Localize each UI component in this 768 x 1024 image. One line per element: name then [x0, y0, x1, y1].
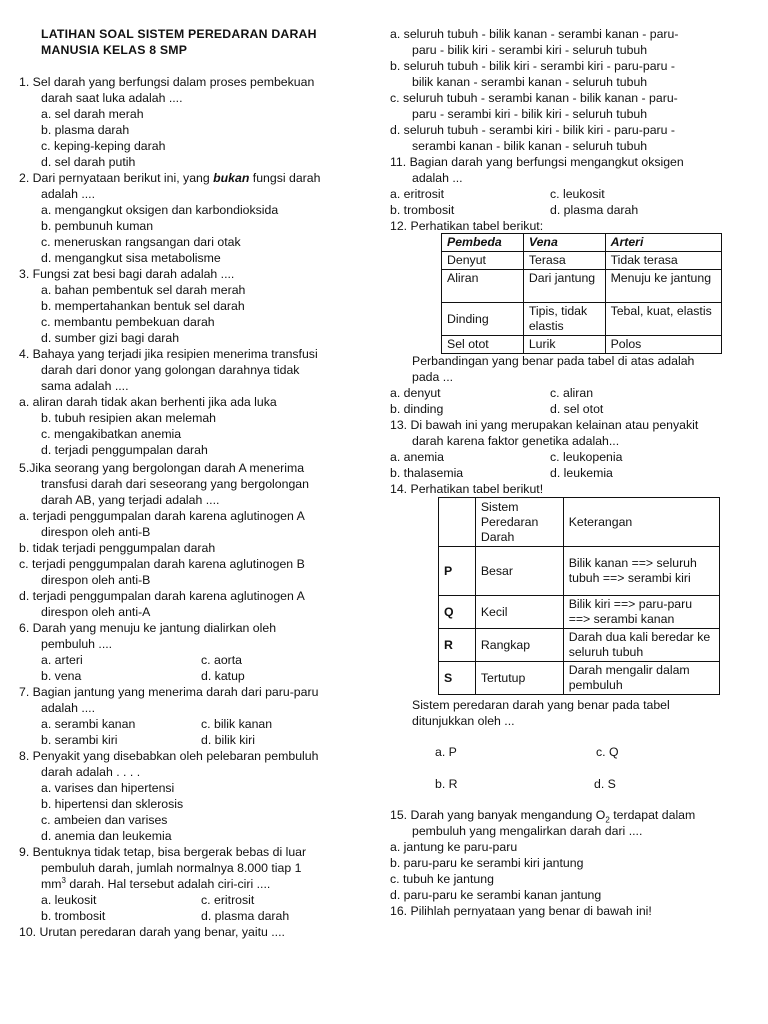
q1-option-c: c. keping-keping darah	[41, 139, 166, 153]
table-cell: Polos	[605, 336, 721, 354]
q13-option-d: d. leukemia	[550, 466, 613, 480]
table-cell: Lurik	[523, 336, 605, 354]
q10-option-d: d. seluruh tubuh - serambi kiri - bilik kiri - paru-paru -	[390, 123, 675, 137]
question-2-pre: 2. Dari pernyataan berikut ini, yang	[19, 171, 214, 185]
question-15-post: terdapat dalam	[609, 808, 696, 822]
question-3: 3. Fungsi zat besi bagi darah adalah ....	[19, 267, 235, 281]
q6-option-d: d. katup	[201, 669, 245, 683]
table-cell: Kecil	[475, 596, 563, 629]
question-7: 7. Bagian jantung yang menerima darah dari paru-paru	[19, 685, 319, 699]
circulation-table-header	[439, 498, 720, 547]
q9-option-c: c. eritrosit	[201, 893, 255, 907]
header-code	[439, 498, 476, 547]
question-7-cont: adalah ....	[41, 701, 96, 715]
question-8: 8. Penyakit yang disebabkan oleh pelebaran pembuluh	[19, 749, 319, 763]
q14-option-c: c. Q	[596, 745, 619, 759]
question-12-after-1: Perbandingan yang benar pada tabel di atas adalah	[412, 354, 695, 368]
table-row	[439, 596, 720, 629]
q9-option-d: d. plasma darah	[201, 909, 290, 923]
table-cell: Dinding	[442, 303, 524, 336]
q5-option-a-cont: direspon oleh anti-B	[41, 525, 151, 539]
q5-option-c-cont: direspon oleh anti-B	[41, 573, 151, 587]
question-4-cont-1: darah dari donor yang golongan darahnya tidak	[41, 363, 300, 377]
q10-option-c-cont: paru - serambi kiri - bilik kiri - seluruh tubuh	[412, 107, 648, 121]
row-code: P	[439, 547, 476, 596]
table-cell: Tipis, tidak elastis	[523, 303, 605, 336]
q2-option-c: c. meneruskan rangsangan dari otak	[41, 235, 241, 249]
q10-option-c: c. seluruh tubuh - serambi kanan - bilik kanan - paru-	[390, 91, 678, 105]
q2-option-b: b. pembunuh kuman	[41, 219, 154, 233]
q8-option-c: c. ambeien dan varises	[41, 813, 168, 827]
q14-option-b: b. R	[435, 777, 458, 791]
table-cell: Menuju ke jantung	[605, 270, 721, 303]
q10-option-a: a. seluruh tubuh - bilik kanan - serambi kanan - paru-	[390, 27, 679, 41]
q8-option-d: d. anemia dan leukemia	[41, 829, 172, 843]
question-15-cont: pembuluh yang mengalirkan darah dari ....	[412, 824, 643, 838]
header-arteri: Arteri	[605, 234, 721, 252]
question-2	[19, 170, 320, 186]
table-cell: Darah dua kali beredar ke seluruh tubuh	[563, 629, 719, 662]
q12-option-d: d. sel otot	[550, 402, 604, 416]
header-vena: Vena	[523, 234, 605, 252]
question-8-cont: darah adalah . . . .	[41, 765, 141, 779]
q3-option-d: d. sumber gizi bagi darah	[41, 331, 180, 345]
table-cell: Sel otot	[442, 336, 524, 354]
table-cell: Rangkap	[475, 629, 563, 662]
q7-option-c: c. bilik kanan	[201, 717, 273, 731]
q11-option-d: d. plasma darah	[550, 203, 639, 217]
q3-option-b: b. mempertahankan bentuk sel darah	[41, 299, 245, 313]
q13-option-c: c. leukopenia	[550, 450, 623, 464]
question-12: 12. Perhatikan tabel berikut:	[390, 219, 544, 233]
question-16: 16. Pilihlah pernyataan yang benar di bawah ini!	[390, 904, 652, 918]
q10-option-b: b. seluruh tubuh - bilik kiri - serambi kiri - paru-paru -	[390, 59, 675, 73]
q5-option-b: b. tidak terjadi penggumpalan darah	[19, 541, 216, 555]
table-cell: Denyut	[442, 252, 524, 270]
table-cell: Tebal, kuat, elastis	[605, 303, 721, 336]
row-code: R	[439, 629, 476, 662]
question-2-cont: adalah ....	[41, 187, 96, 201]
q13-option-a: a. anemia	[390, 450, 445, 464]
q15-option-c: c. tubuh ke jantung	[390, 872, 494, 886]
row-code: S	[439, 662, 476, 695]
table-cell: Aliran	[442, 270, 524, 303]
worksheet-title-line-2: MANUSIA KELAS 8 SMP	[41, 43, 188, 57]
q4-option-d: d. terjadi penggumpalan darah	[41, 443, 208, 457]
unit-mm: mm	[41, 877, 62, 891]
question-14: 14. Perhatikan tabel berikut!	[390, 482, 544, 496]
q10-option-d-cont: serambi kanan - bilik kanan - seluruh tubuh	[412, 139, 648, 153]
oxygen-subscript: 2	[605, 815, 610, 825]
worksheet-title-line-1: LATIHAN SOAL SISTEM PEREDARAN DARAH	[41, 27, 317, 41]
question-5-cont-1: transfusi darah dari seseorang yang bergolongan	[41, 477, 309, 491]
q14-option-a: a. P	[435, 745, 457, 759]
question-4: 4. Bahaya yang terjadi jika resipien menerima transfusi	[19, 347, 318, 361]
unit-cubed-superscript: 3	[61, 875, 66, 885]
table-row	[442, 303, 722, 336]
question-9: 9. Bentuknya tidak tetap, bisa bergerak bebas di luar	[19, 845, 307, 859]
header-pembeda: Pembeda	[442, 234, 524, 252]
q7-option-a: a. serambi kanan	[41, 717, 136, 731]
q6-option-c: c. aorta	[201, 653, 243, 667]
question-13-cont: darah karena faktor genetika adalah...	[412, 434, 620, 448]
question-6: 6. Darah yang menuju ke jantung dialirkan oleh	[19, 621, 277, 635]
q5-option-a: a. terjadi penggumpalan darah karena aglutinogen A	[19, 509, 305, 523]
question-11: 11. Bagian darah yang berfungsi mengangkut oksigen	[390, 155, 684, 169]
q3-option-c: c. membantu pembekuan darah	[41, 315, 215, 329]
question-9-cont-2	[41, 876, 270, 892]
table-cell: Darah mengalir dalam pembuluh	[563, 662, 719, 695]
question-1-cont: darah saat luka adalah ....	[41, 91, 183, 105]
question-15	[390, 807, 695, 823]
q4-option-b: b. tubuh resipien akan melemah	[41, 411, 216, 425]
q6-option-a: a. arteri	[41, 653, 83, 667]
q4-option-a: a. aliran darah tidak akan berhenti jika ada luka	[19, 395, 277, 409]
q1-option-a: a. sel darah merah	[41, 107, 144, 121]
q14-option-d: d. S	[594, 777, 616, 791]
question-1: 1. Sel darah yang berfungsi dalam proses pembekuan	[19, 75, 315, 89]
q15-option-b: b. paru-paru ke serambi kiri jantung	[390, 856, 584, 870]
header-description: Keterangan	[563, 498, 719, 547]
q15-option-a: a. jantung ke paru-paru	[390, 840, 518, 854]
q9-option-b: b. trombosit	[41, 909, 106, 923]
question-4-cont-2: sama adalah ....	[41, 379, 129, 393]
table-row	[439, 629, 720, 662]
q9-option-a: a. leukosit	[41, 893, 97, 907]
q4-option-c: c. mengakibatkan anemia	[41, 427, 182, 441]
question-5-cont-2: darah AB, yang terjadi adalah ....	[41, 493, 220, 507]
table-cell: Besar	[475, 547, 563, 596]
table-row	[442, 252, 722, 270]
q5-option-d: d. terjadi penggumpalan darah karena aglutinogen A	[19, 589, 305, 603]
question-10: 10. Urutan peredaran darah yang benar, yaitu ....	[19, 925, 285, 939]
q2-option-a: a. mengangkut oksigen dan karbondioksida	[41, 203, 279, 217]
q8-option-a: a. varises dan hipertensi	[41, 781, 175, 795]
q11-option-b: b. trombosit	[390, 203, 455, 217]
table-row	[442, 270, 722, 303]
row-code: Q	[439, 596, 476, 629]
q1-option-d: d. sel darah putih	[41, 155, 136, 169]
q13-option-b: b. thalasemia	[390, 466, 464, 480]
question-11-cont: adalah ...	[412, 171, 463, 185]
question-6-cont: pembuluh ....	[41, 637, 113, 651]
q11-option-a: a. eritrosit	[390, 187, 444, 201]
q10-option-a-cont: paru - bilik kiri - serambi kiri - seluruh tubuh	[412, 43, 648, 57]
q3-option-a: a. bahan pembentuk sel darah merah	[41, 283, 246, 297]
table-cell: Tertutup	[475, 662, 563, 695]
question-14-after-1: Sistem peredaran darah yang benar pada tabel	[412, 698, 670, 712]
q2-option-d: d. mengangkut sisa metabolisme	[41, 251, 221, 265]
q6-option-b: b. vena	[41, 669, 82, 683]
question-2-post: fungsi darah	[249, 171, 321, 185]
table-row	[439, 547, 720, 596]
q1-option-b: b. plasma darah	[41, 123, 130, 137]
table-row	[439, 662, 720, 695]
header-system: Sistem Peredaran Darah	[475, 498, 563, 547]
comparison-table	[441, 233, 722, 354]
q5-option-c: c. terjadi penggumpalan darah karena aglutinogen B	[19, 557, 305, 571]
table-cell: Tidak terasa	[605, 252, 721, 270]
q12-option-a: a. denyut	[390, 386, 441, 400]
q12-option-b: b. dinding	[390, 402, 444, 416]
question-15-pre: 15. Darah yang banyak mengandung O	[390, 808, 606, 822]
question-14-after-2: ditunjukkan oleh ...	[412, 714, 515, 728]
q5-option-d-cont: direspon oleh anti-A	[41, 605, 151, 619]
table-cell: Dari jantung	[523, 270, 605, 303]
question-13: 13. Di bawah ini yang merupakan kelainan atau penyakit	[390, 418, 699, 432]
table-cell: Bilik kanan ==> seluruh tubuh ==> serambi kiri	[563, 547, 719, 596]
q8-option-b: b. hipertensi dan sklerosis	[41, 797, 184, 811]
q7-option-d: d. bilik kiri	[201, 733, 255, 747]
question-5: 5.Jika seorang yang bergolongan darah A menerima	[19, 461, 305, 475]
q7-option-b: b. serambi kiri	[41, 733, 118, 747]
q12-option-c: c. aliran	[550, 386, 594, 400]
circulation-table	[438, 497, 720, 695]
table-cell: Bilik kiri ==> paru-paru ==> serambi kanan	[563, 596, 719, 629]
question-12-after-2: pada ...	[412, 370, 454, 384]
q11-option-c: c. leukosit	[550, 187, 605, 201]
question-9-cont-1: pembuluh darah, jumlah normalnya 8.000 tiap 1	[41, 861, 302, 875]
q15-option-d: d. paru-paru ke serambi kanan jantung	[390, 888, 602, 902]
question-9-cont-2-text: darah. Hal tersebut adalah ciri-ciri ....	[65, 877, 271, 891]
table-row	[442, 336, 722, 354]
q10-option-b-cont: bilik kanan - serambi kanan - seluruh tubuh	[412, 75, 648, 89]
comparison-table-header	[442, 234, 722, 252]
table-cell: Terasa	[523, 252, 605, 270]
question-2-emphasis: bukan	[213, 171, 250, 185]
